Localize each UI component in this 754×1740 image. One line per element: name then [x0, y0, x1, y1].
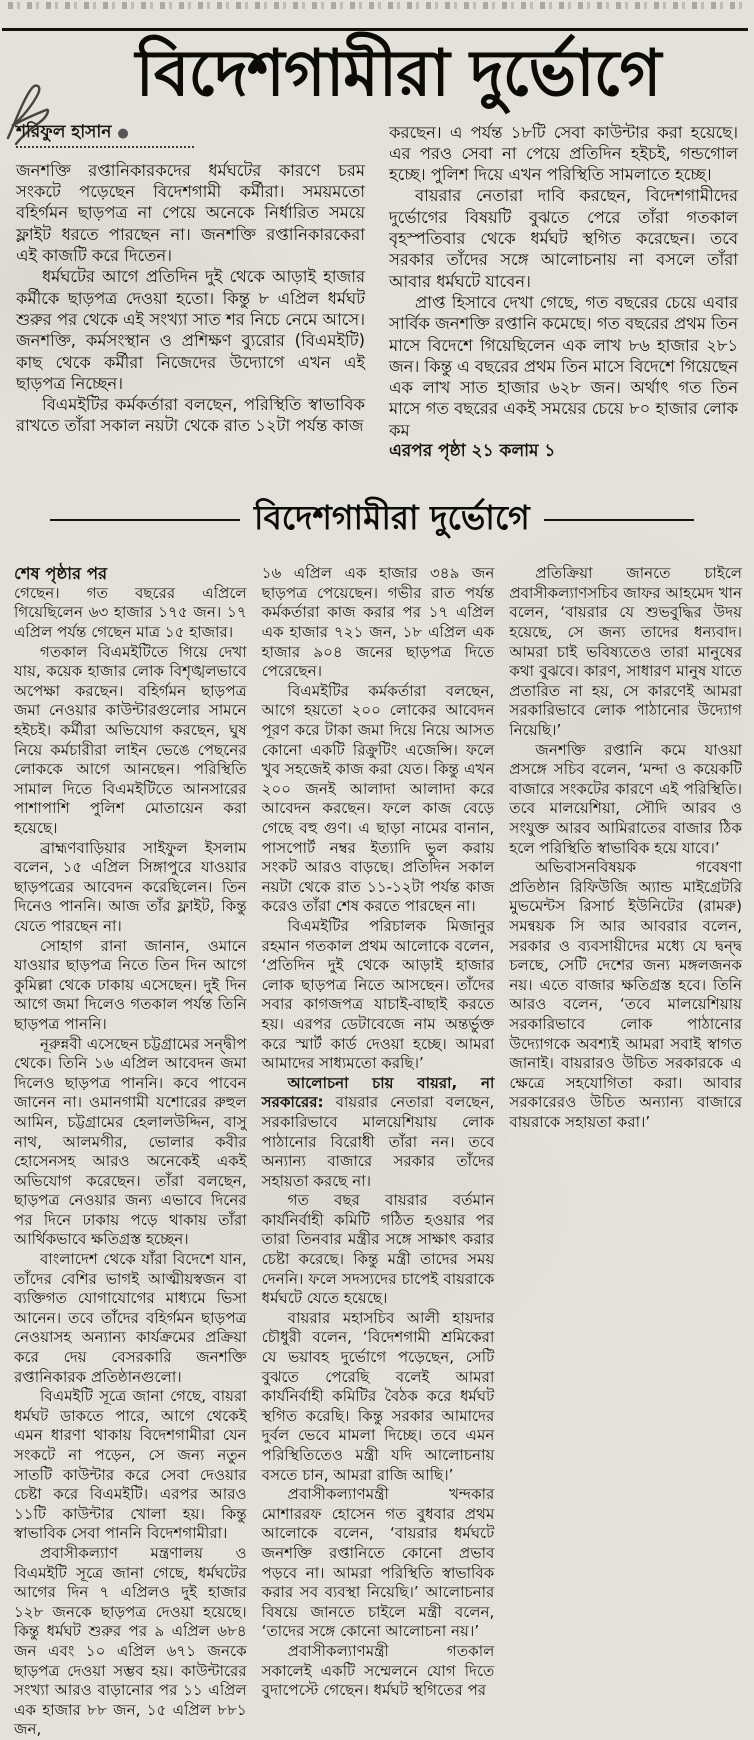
body-paragraph: প্রবাসীকল্যাণমন্ত্রী গতকাল সকালেই একটি সম্মেলনে যোগ দিতে বুদাপেস্টে গেছেন। ধর্মঘট স্থগিতের পর	[261, 1641, 495, 1700]
headline-left-rule	[50, 519, 240, 521]
subhead-paragraph	[262, 1074, 495, 1192]
body-paragraph: গতকাল বিএমইটিতে গিয়ে দেখা যায়, কয়েক হাজার লোক বিশৃঙ্খলভাবে অপেক্ষা করছেন। বহির্গমন ছাড়পত্র জমা নেওয়ার কাউন্টারগুলোর সামনে হইচই। কর্মীরা অভিযোগ করছেন, ঘুষ নিয়ে কর্মচারীরা লাইন ভেঙে পেছনের লোককে আগে আনছেন। পরিস্থিতি সামাল দিতে বিএমইটিতে আনসারের পাশাপাশি পুলিশ মোতায়েন করা হয়েছে।	[14, 642, 247, 838]
lead-paragraph: করছেন। এ পর্যন্ত ১৮টি সেবা কাউন্টার করা হয়েছে। এর পরও সেবা না পেয়ে প্রতিদিন হইচই, গন্ডগোল হচ্ছে। পুলিশ দিয়ে এখন পরিস্থিতি সামলাতে হচ্ছে।	[389, 122, 738, 185]
continued-from-label: শেষ পৃষ্ঠার পর	[14, 564, 108, 584]
body-paragraph: জনশক্তি রপ্তানি কমে যাওয়া প্রসঙ্গে সচিব বলেন, ‘মন্দা ও কয়েকটি বাজারে সংকটের কারণে এই পরিস্থিতি। তবে মালয়েশিয়া, সৌদি আরব ও সংযুক্ত আরব আমিরাতের বাজার ঠিক হলে পরিস্থিতি স্বাভাবিক হয়ে যাবে।’	[509, 740, 743, 857]
body-paragraph: প্রবাসীকল্যাণমন্ত্রী খন্দকার মোশাররফ হোসেন গত বুধবার প্রথম আলোকে বলেন, ‘বায়রার ধর্মঘটে জনশক্তি রপ্তানিতে কোনো প্রভাব পড়বে না। আমরা পরিস্থিতি স্বাভাবিক করার সব ব্যবস্থা নিয়েছি।’ আলোচনার বিষয়ে জানতে চাইলে মন্ত্রী বলেন, ‘তাদের সঙ্গে কোনো আলোচনা নয়।’	[261, 1485, 495, 1641]
subhead-paragraph-text: বায়রার নেতারা বলছেন, সরকারিভাবে মালয়েশিয়ায় লোক পাঠানোর বিরোধী তাঁরা নন। তবে অন্যান্য বাজারে সরকার তাঁদের সহায়তা করছে না।	[261, 1093, 495, 1190]
byline-bullet-icon: ●	[117, 125, 129, 141]
body-paragraph: বিএমইটির পরিচালক মিজানুর রহমান গতকাল প্রথম আলোকে বলেন, ‘প্রতিদিন দুই থেকে আড়াই হাজার লোক ছাড়পত্র নিতে আসছেন। তাঁদের সবার কাগজপত্র যাচাই-বাছাই করতে হয়। এরপর ডেটাবেজে নাম অন্তর্ভুক্ত করে স্মার্ট কার্ড দেওয়া হচ্ছে। আমরা আমাদের সাধ্যমতো করছি।’	[261, 916, 495, 1073]
handwritten-mark	[2, 80, 54, 150]
body-paragraph: অভিবাসনবিষয়ক গবেষণা প্রতিষ্ঠান রিফিউজি অ্যান্ড মাইগ্রেটরি মুভমেন্টস রিসার্চ ইউনিটের (রামরু) সমন্বয়ক সি আর আবরার বলেন, সরকার ও ব্যবসায়ীদের মধ্যে যে দ্বন্দ্ব চলছে, সেটি দেশের জন্য মঙ্গলজনক নয়। এতে বাজার ক্ষতিগ্রস্ত হবে। তিনি আরও বলেন, ‘তবে মালয়েশিয়ায় সরকারিভাবে লোক পাঠানোর উদ্যোগকে অবশ্যই আমরা সবাই স্বাগত জানাই। বায়রারও উচিত সরকারকে এ ক্ষেত্রে সহযোগিতা করা। আবার সরকারেরও উচিত অন্যান্য বাজারে বায়রাকে সহায়তা করা।’	[509, 858, 743, 1131]
lead-paragraph: ধর্মঘটের আগে প্রতিদিন দুই থেকে আড়াই হাজার কর্মীকে ছাড়পত্র দেওয়া হতো। কিন্তু ৮ এপ্রিল ধর্মঘট শুরুর পর থেকে এই সংখ্যা সাত শর নিচে নেমে আসে। জনশক্তি, কর্মসংস্থান ও প্রশিক্ষণ ব্যুরোর (বিএমইটি) কাছ থেকে কর্মীরা নিজেদের উদ্যোগে এখন এই ছাড়পত্র নিচ্ছেন।	[16, 267, 365, 393]
body-paragraph: সোহাগ রানা জানান, ওমানে যাওয়ার ছাড়পত্র নিতে তিন দিন আগে কুমিল্লা থেকে ঢাকায় এসেছেন। দুই দিন আগে জমা দিলেও গতকাল পর্যন্ত তিনি ছাড়পত্র পাননি।	[14, 936, 247, 1033]
body-paragraph: ব্রাহ্মণবাড়িয়ার সাইফুল ইসলাম বলেন, ১৫ এপ্রিল সিঙ্গাপুরে যাওয়ার ছাড়পত্রের আবেদন করেছিলেন। তিন দিনেও পাননি। আজ তাঁর ফ্লাইট, কিন্তু যেতে পারছেন না।	[14, 838, 247, 935]
lead-paragraph: বায়রার নেতারা দাবি করছেন, বিদেশগামীদের দুর্ভোগের বিষয়টি বুঝতে পেরে তাঁরা গতকাল বৃহস্পতিবার থেকে ধর্মঘট স্থগিত করেছেন। তবে সরকার তাঁদের সঙ্গে আলোচনায় না বসলে তাঁরা আবার ধর্মঘটে যাবেন।	[389, 186, 738, 291]
continuation-headline: বিদেশগামীরা দুর্ভোগে	[254, 498, 530, 538]
lead-paragraph: বিএমইটির কর্মকর্তারা বলছেন, পরিস্থিতি স্বাভাবিক রাখতে তাঁরা সকাল নয়টা থেকে রাত ১২টা পর্যন্ত কাজ	[16, 395, 365, 436]
body-paragraph: গত বছর বায়রার বর্তমান কার্যনির্বাহী কমিটি গঠিত হওয়ার পর তারা তিনবার মন্ত্রীর সঙ্গে সাক্ষাৎ করার চেষ্টা করেছে। কিন্তু মন্ত্রী তাদের সময় দেননি। ফলে সদস্যদের চাপেই বায়রাকে ধর্মঘটে যেতে হয়েছে।	[261, 1191, 495, 1308]
body-paragraph: বায়রার মহাসচিব আলী হায়দার চৌধুরী বলেন, ‘বিদেশগামী শ্রমিকেরা যে ভয়াবহ দুর্ভোগে পড়েছেন, সেটি বুঝতে পেরেছি বলেই আমরা কার্যনির্বাহী কমিটির বৈঠক করে ধর্মঘট স্থগিত করেছি। কিন্তু সরকার আমাদের দুর্বল ভেবে মামলা দিচ্ছে। তবে এমন পরিস্থিতিতেও মন্ত্রী যদি আলোচনায় বসতে চান, আমরা রাজি আছি।’	[261, 1308, 495, 1484]
byline-name: শরিফুল হাসান	[16, 121, 112, 142]
byline	[16, 122, 365, 144]
body-paragraph: বিএমইটির কর্মকর্তারা বলছেন, আগে হয়তো ২০০ লোকের আবেদন পূরণ করে টাকা জমা দিয়ে নিয়ে আসত কোনো একটি রিক্রুটিং এজেন্সি। ফলে খুব সহজেই কাজ করা যেত। কিন্তু এখন ২০০ জনই আলাদা আলাদা করে আবেদন করছেন। ফলে কাজ বেড়ে গেছে বহু গুণ। এ ছাড়া নামের বানান, পাসপোর্ট নম্বর ইত্যাদি ভুল করায় সংকট আরও বাড়ছে। প্রতিদিন সকাল নয়টা থেকে রাত ১১-১২টা পর্যন্ত কাজ করেও তাঁরা শেষ করতে পারছেন না।	[261, 681, 495, 916]
cropped-masthead-fragment	[8, 2, 744, 9]
lead-paragraph: প্রাপ্ত হিসাবে দেখা গেছে, গত বছরের চেয়ে এবার সার্বিক জনশক্তি রপ্তানি কমেছে। গত বছরের প্রথম তিন মাসে বিদেশে গিয়েছিলেন এক লাখ ৮৬ হাজার ২৮১ জন। কিন্তু এ বছরের প্রথম তিন মাসে বিদেশে গিয়েছেন এক লাখ সাত হাজার ৬২৮ জন। অর্থাৎ গত তিন মাসে গত বছরের একই সময়ের চেয়ে ৮০ হাজার লোক কম	[389, 292, 739, 440]
jump-to-page-note: এরপর পৃষ্ঠা ২১ কলাম ১	[389, 441, 556, 461]
headline-right-rule	[544, 519, 694, 521]
body-paragraph: প্রবাসীকল্যাণ মন্ত্রণালয় ও বিএমইটি সূত্রে জানা গেছে, ধর্মঘটের আগের দিন ৭ এপ্রিলও দুই হাজার ১২৮ জনকে ছাড়পত্র দেওয়া হয়েছে। কিন্তু ধর্মঘট শুরুর পর ৯ এপ্রিল ৬৮৪ জন এবং ১০ এপ্রিল ৬৭১ জনকে ছাড়পত্র দেওয়া সম্ভব হয়। কাউন্টারের সংখ্যা আরও বাড়ানোর পর ১১ এপ্রিল এক হাজার ৮৮ জন, ১৫ এপ্রিল ৮৮১ জন,	[14, 1543, 247, 1739]
continuation-header	[24, 492, 730, 548]
body-paragraph: গেছেন। গত বছরের এপ্রিলে গিয়েছিলেন ৬৩ হাজার ১৭৫ জন। ১৭ এপ্রিল পর্যন্ত গেছেন মাত্র ১৫ হাজার।	[14, 583, 247, 642]
top-horizontal-rule	[2, 28, 748, 31]
article-headline: বিদেশগামীরা দুর্ভোগে	[135, 37, 661, 111]
lead-column-right	[389, 122, 738, 463]
body-paragraph: প্রতিক্রিয়া জানতে চাইলে প্রবাসীকল্যাণসচিব জাফর আহমেদ খান বলেন, ‘বায়রার যে শুভবুদ্ধির উদয় হয়েছে, সে জন্য তাদের ধন্যবাদ। আমরা চাই ভবিষ্যতেও তারা মানুষের কথা বুঝবে। কারণ, সাধারণ মানুষ যাতে প্রতারিত না হয়, সে কারণেই আমরা সরকারিভাবে লোক পাঠানোর উদ্যোগ নিয়েছি।’	[509, 564, 743, 740]
lead-section	[16, 122, 738, 463]
body-paragraph: ১৬ এপ্রিল এক হাজার ৩৪৯ জন ছাড়পত্র পেয়েছেন। গভীর রাত পর্যন্ত কর্মকর্তারা কাজ করার পর ১৭ এপ্রিল এক হাজার ৭২১ জন, ১৮ এপ্রিল এক হাজার ৯০৪ জনের ছাড়পত্র দিতে পেরেছেন।	[261, 564, 495, 681]
body-paragraph: বিএমইটি সূত্রে জানা গেছে, বায়রা ধর্মঘট ডাকতে পারে, আগে থেকেই এমন ধারণা থাকায় বিদেশগামীরা যেন সংকটে না পড়েন, সে জন্য নতুন সাতটি কাউন্টার করে সেবা দেওয়ার চেষ্টা করে বিএমইটি। এরপর আরও ১১টি কাউন্টার খোলা হয়। কিন্তু স্বাভাবিক সেবা পাননি বিদেশগামীরা।	[14, 1387, 247, 1543]
body-paragraph: বাংলাদেশ থেকে যাঁরা বিদেশে যান, তাঁদের বেশির ভাগই আত্মীয়স্বজন বা ব্যক্তিগত যোগাযোগের মাধ্যমে ভিসা আনেন। তবে তাঁদের বহির্গমন ছাড়পত্র নেওয়াসহ অন্যান্য কার্যক্রমের প্রক্রিয়া করে দেয় বেসরকারি জনশক্তি রপ্তানিকারক প্রতিষ্ঠানগুলো।	[14, 1250, 247, 1386]
continuation-column-1	[14, 564, 247, 1740]
continuation-section	[14, 564, 742, 1740]
continuation-column-2	[262, 564, 495, 1700]
lead-column-left	[16, 122, 365, 463]
newspaper-clipping	[0, 2, 754, 1739]
inline-subhead: আলোচনা চায় বায়রা, না সরকারের:	[261, 1073, 495, 1112]
continuation-column-3	[509, 564, 742, 1132]
body-paragraph: নূরুন্নবী এসেছেন চট্টগ্রামের সন্দ্বীপ থেকে। তিনি ১৬ এপ্রিল আবেদন জমা দিলেও ছাড়পত্র পাননি। কবে পাবেন জানেন না। ওমানগামী যশোরের রুহুল আমিন, চট্টগ্রামের হেলালউদ্দিন, বাসু নাথ, আলমগীর, ভোলার কবীর হোসেনসহ আরও অনেকেই একই অভিযোগ করেছেন। তাঁরা বলছেন, ছাড়পত্র নেওয়ার জন্য এভাবে দিনের পর দিনে ঢাকায় পড়ে থাকায় তাঁরা আর্থিকভাবে ক্ষতিগ্রস্ত হচ্ছেন।	[14, 1034, 247, 1249]
lead-paragraph: জনশক্তি রপ্তানিকারকদের ধর্মঘটের কারণে চরম সংকটে পড়েছেন বিদেশগামী কর্মীরা। সময়মতো বহির্গমন ছাড়পত্র না পেয়ে অনেকে নির্ধারিত সময়ে ফ্লাইট ধরতে পারছেন না। জনশক্তি রপ্তানিকারকেরা এই কাজটি করে দিতেন।	[16, 160, 365, 266]
